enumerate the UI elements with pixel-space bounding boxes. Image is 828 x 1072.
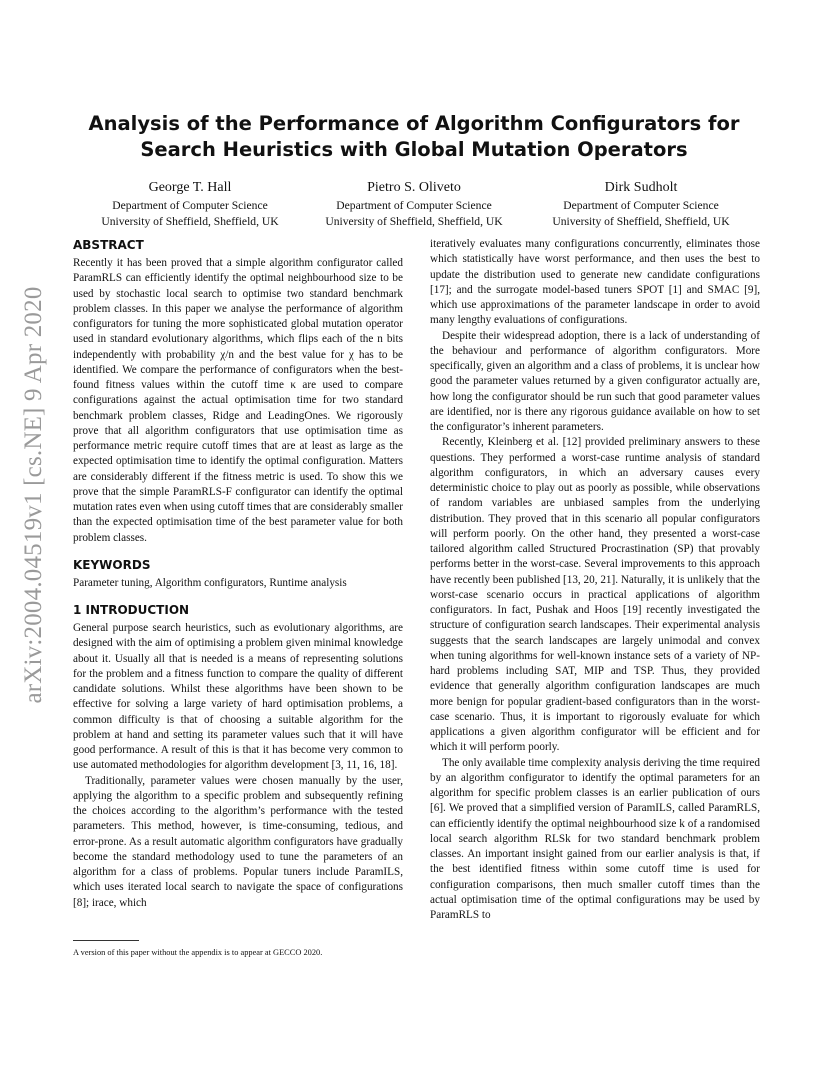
author-2	[302, 178, 526, 229]
author-1	[72, 178, 308, 229]
author-department: Department of Computer Science	[112, 199, 268, 212]
author-3	[526, 178, 756, 229]
arxiv-sidebar	[14, 265, 54, 725]
footnote-rule	[73, 940, 139, 941]
author-name: Dirk Sudholt	[604, 180, 678, 195]
intro-paragraph: Despite their widespread adoption, there is a lack of understanding of the behaviour and performance of algorithm configurators. More specifically, given an algorithm and a class of problems, it is unclear how good the parameter values returned by a given configurator actually are, how long the configurator should be run such that good parameter values are identified, nor is there any rigorous guidance available on how to set the configurator’s inherent parameters.	[430, 329, 760, 433]
footnote: A version of this paper without the appendix is to appear at GECCO 2020.	[73, 948, 323, 957]
author-name: George T. Hall	[148, 180, 232, 195]
arxiv-identifier: arXiv:2004.04519v1 [cs.NE] 9 Apr 2020	[20, 286, 47, 704]
right-column	[430, 237, 760, 923]
title-line-2: Search Heuristics with Global Mutation Operators	[140, 138, 688, 161]
author-department: Department of Computer Science	[336, 199, 492, 212]
title-line-1: Analysis of the Performance of Algorithm Configurators for	[88, 112, 740, 135]
author-department: Department of Computer Science	[563, 199, 719, 212]
keywords-text: Parameter tuning, Algorithm configurators, Runtime analysis	[73, 576, 347, 589]
intro-paragraph: The only available time complexity analysis deriving the time required by an algorithm configurator to identify the optimal parameters for an algorithm for specific problem classes is an earlier publication of ours [6]. We proved that a simplified version of ParamILS, called ParamRLS, can efficiently identify the optimal neighbourhood size k of a randomised local search algorithm RLSk for two standard benchmark problem classes. An important insight gained from our earlier analysis is that, if the best identified fitness within some cutoff time is used for configuration comparisons, then much smaller cutoff times than the actual optimisation time of the optimal configurations may be used by ParamRLS to	[430, 756, 760, 921]
author-name: Pietro S. Oliveto	[367, 180, 461, 195]
author-block	[72, 178, 756, 230]
intro-paragraph: Recently, Kleinberg et al. [12] provided preliminary answers to these questions. They performed a worst-case runtime analysis of standard algorithm configurators, in which an adversary causes every deterministic choice to play out as poorly as possible, while observations of random variables are unbiased samples from the underlying distribution. They proved that in this scenario all popular configurators will perform poorly. On the other hand, they presented a worst-case tailored algorithm called Structured Procrastination (SP) that provably performs better in the worst-case. Several improvements to this approach have recently been published [13, 20, 21]. Naturally, it is unlikely that the worst-case scenario occurs in practical applications of algorithm configurators. In fact, Pushak and Hoos [19] recently investigated the structure of configuration search landscapes. Their experimental analysis suggests that the search landscapes are largely unimodal and convex when tuning algorithms for well-known instance sets of a variety of NP-hard problems including SAT, MIP and TSP. Thus, they provided evidence that generally algorithm configuration landscapes are much more benign for popular gradient-based configurators than in the worst-case scenario. Thus, it is important to rigorously evaluate for which applications a given algorithm configurator will be efficient and for which it will perform poorly.	[430, 436, 760, 754]
abstract-heading: ABSTRACT	[73, 238, 144, 252]
intro-paragraph: Traditionally, parameter values were chosen manually by the user, applying the algorithm to a specific problem and subsequently refining the choices according to the algorithm’s performance with the tested parameters. This method, however, is time-consuming, tedious, and error-prone. As a result automatic algorithm configurators have gradually become the standard methodology used to tune the parameters of an algorithm for a class of problems. Popular tuners include ParamILS, which uses iterated local search to navigate the space of configurations [8]; irace, which	[73, 774, 403, 909]
author-affiliation: University of Sheffield, Sheffield, UK	[101, 214, 279, 228]
introduction-heading: 1 INTRODUCTION	[73, 603, 190, 617]
author-affiliation: University of Sheffield, Sheffield, UK	[552, 214, 730, 228]
paper-title	[60, 111, 768, 163]
left-column	[73, 237, 403, 911]
keywords-heading: KEYWORDS	[73, 557, 151, 572]
abstract-text: Recently it has been proved that a simple algorithm configurator called ParamRLS can efficiently identify the optimal neighbourhood size to be used by stochastic local search to optimise two standard benchmark problem classes. In this paper we analyse the performance of algorithm configurators for tuning the more sophisticated global mutation operator used in standard evolutionary algorithms, which flips each of the n bits independently with probability χ/n and the best value for χ has to be identified. We compare the performance of configurators when the best-found fitness values within the cutoff time κ are used to compare configurations against the actual optimisation time for two standard benchmark problem classes, Ridge and LeadingOnes. We rigorously prove that all algorithm configurators that use optimisation time as performance metric require cutoff times that are at least as large as the expected optimisation time to identify the optimal configuration. Matters are considerably different if the fitness metric is used. To show this we prove that the simple ParamRLS-F configurator can identify the optimal mutation rates even when using cutoff times that are considerably smaller than the expected optimisation time of the best parameter value for both problem classes.	[73, 257, 403, 544]
author-affiliation: University of Sheffield, Sheffield, UK	[325, 214, 503, 228]
intro-paragraph: General purpose search heuristics, such as evolutionary algorithms, are designed with the aim of optimising a problem given minimal knowledge about it. Usually all that is needed is a means of representing solutions for the problem and a fitness function to compare the quality of different candidate solutions. Whilst these algorithms have been shown to be effective for solving a large variety of hard optimisation problems, a common difficulty is that of choosing a suitable algorithm for the problem at hand and setting its parameter values such that it will have good performance. A result of this is that it has become very common to use automated methodologies for algorithm development [3, 11, 16, 18].	[73, 622, 403, 772]
intro-paragraph: iteratively evaluates many configurations concurrently, eliminates those which statistically have worst performance, and then uses the best to update the distribution used to generate new candidate configurations [17]; and the surrogate model-based tuners SPOT [1] and SMAC [9], which use approximations of the parameter landscape in order to avoid many lengthy evaluations of configurations.	[430, 238, 760, 327]
